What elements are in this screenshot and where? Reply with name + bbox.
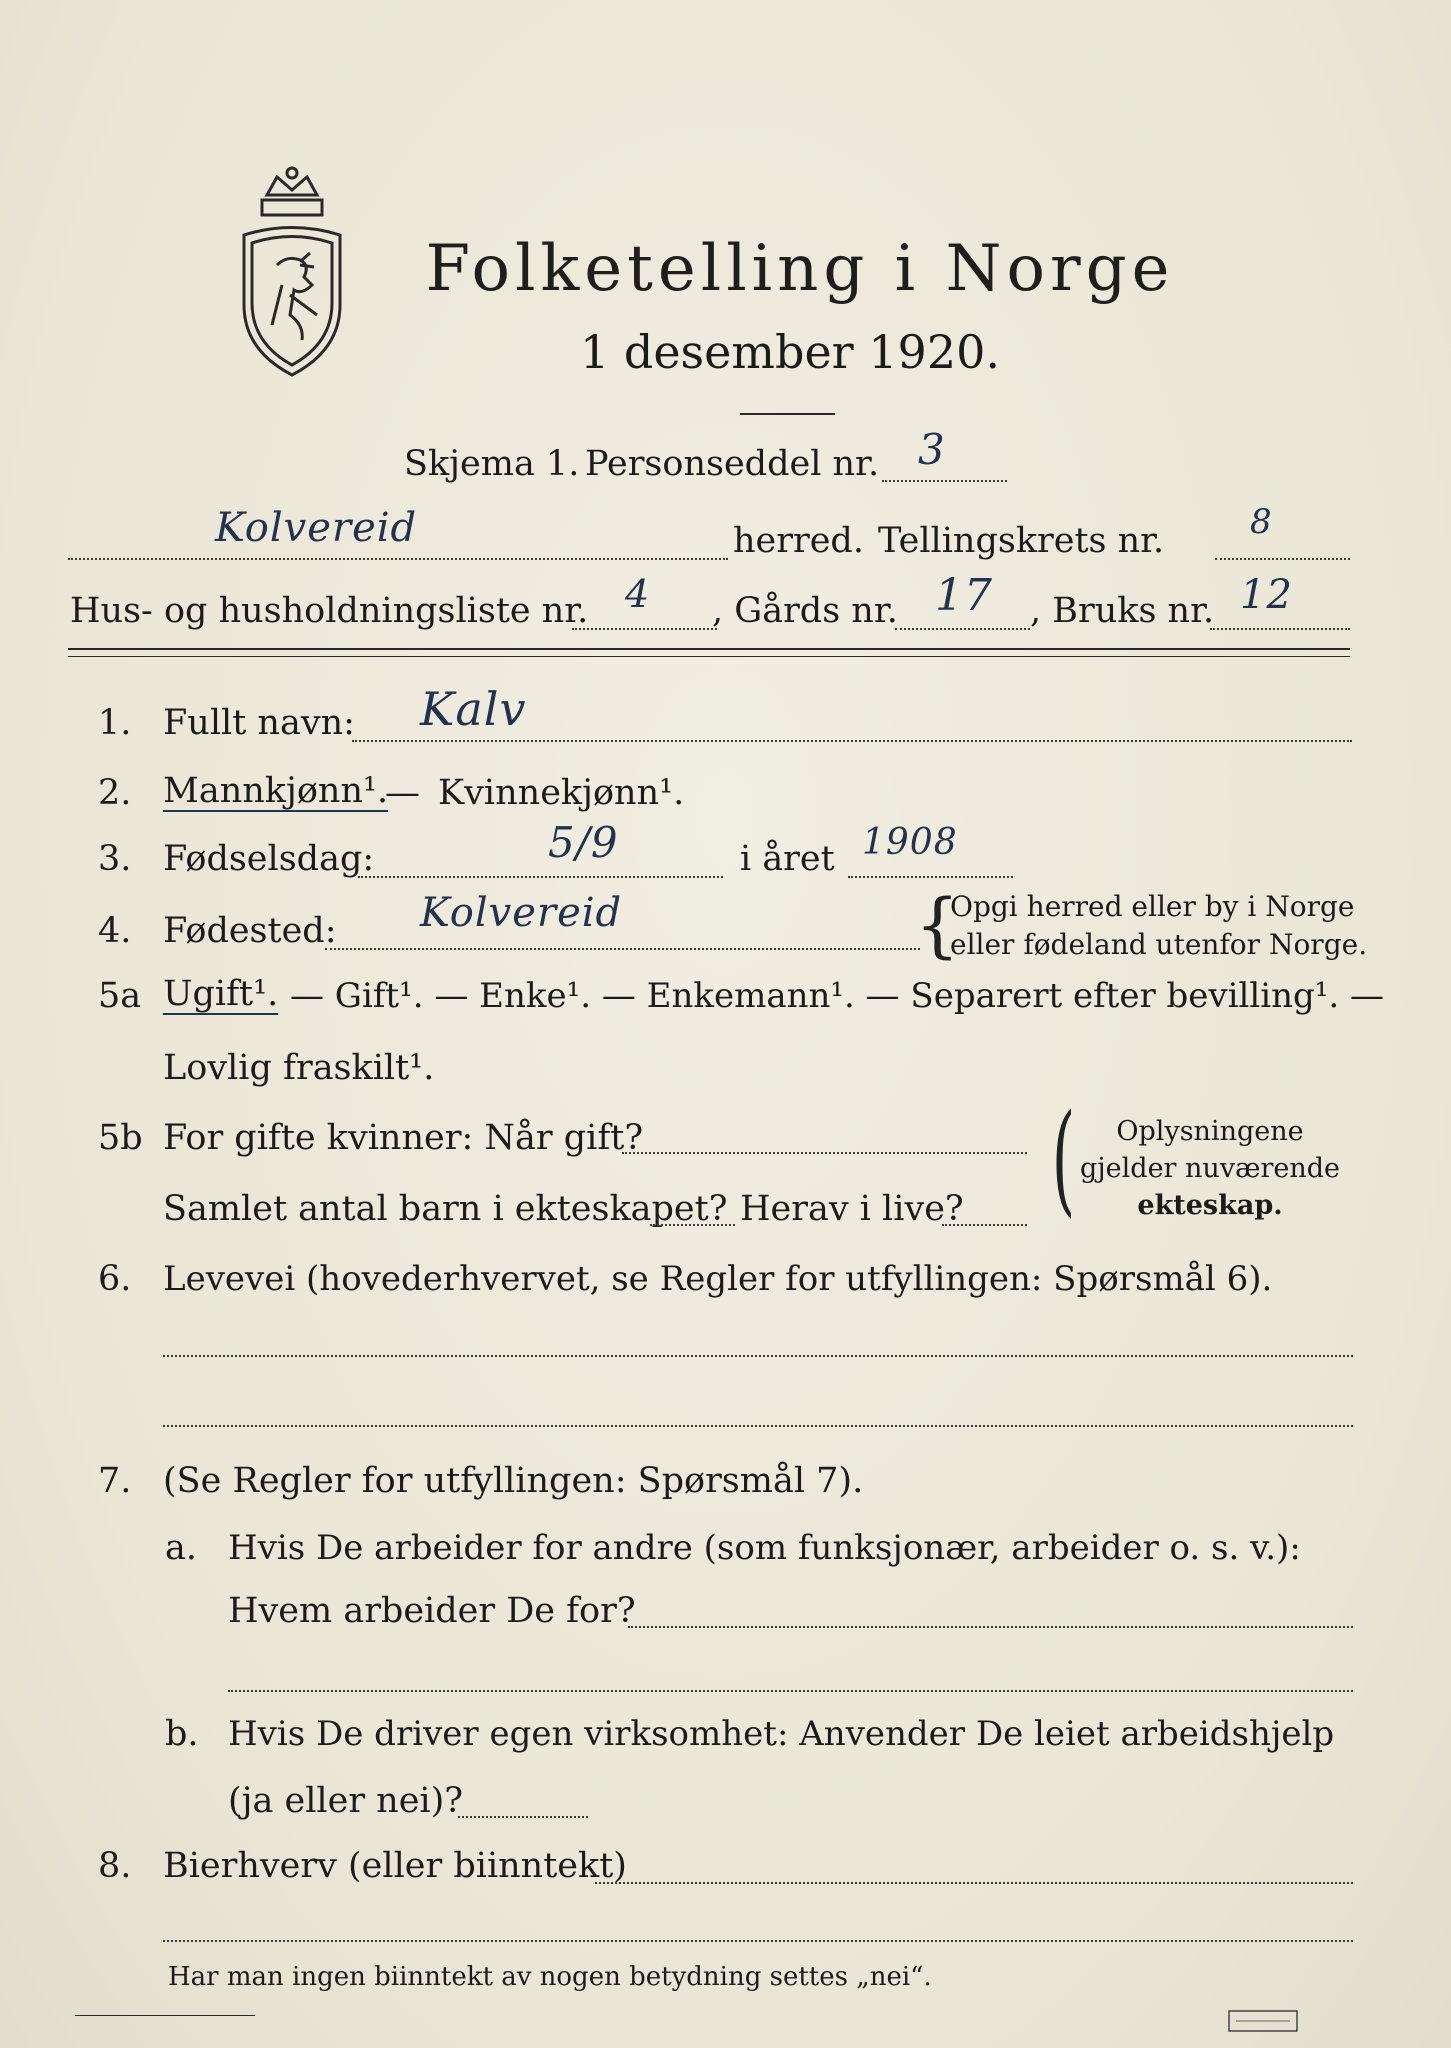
q1-number: 1. [98,703,132,743]
hus-line [572,628,717,630]
bruks-line [1210,628,1350,630]
q6-label: Levevei (hovederhvervet, se Regler for utfyllingen: Spørsmål 6). [163,1259,1273,1299]
q4-value[interactable]: Kolvereid [420,890,623,936]
herred-label: herred. [733,521,864,561]
q7b-number: b. [165,1714,199,1754]
section-rule-top-2 [68,656,1350,657]
form-title: Folketelling i Norge [425,232,1175,306]
q3-year-line [848,876,1013,878]
section-rule-top [68,648,1350,650]
q5a-number: 5a [98,976,142,1016]
tellingskrets-value[interactable]: 8 [1250,502,1273,542]
q8-number: 8. [98,1846,132,1886]
q5b-number: 5b [98,1118,143,1158]
q4-number: 4. [98,911,132,951]
q1-line [352,740,1352,742]
q7a-line-2 [228,1690,1353,1692]
q3-label: Fødselsdag: [163,839,375,879]
q5a-line2[interactable]: Lovlig fraskilt¹. [163,1048,435,1088]
q7b-label: Hvis De driver egen virksomhet: Anvender De leiet arbeidshjelp [228,1714,1335,1754]
q3-year-value[interactable]: 1908 [862,822,958,863]
q3-number: 3. [98,839,132,879]
q7a-label: Hvis De arbeider for andre (som funksjonær, arbeider o. s. v.): [228,1528,1301,1568]
q1-label: Fullt navn: [163,703,355,743]
tellingskrets-line [1215,558,1350,560]
q2-separator: — [385,773,420,813]
header-rule [740,413,835,415]
q6-line-2 [163,1425,1353,1427]
q2-female-option[interactable]: Kvinnekjønn¹. [438,773,685,813]
q5b-note-line2: gjelder nuværende [1080,1153,1340,1184]
q5b-label-children: Samlet antal barn i ekteskapet? [163,1189,728,1229]
q5a-ugift-option[interactable]: Ugift¹. [163,974,279,1014]
q7a-line-1 [628,1626,1353,1628]
herred-value[interactable]: Kolvereid [215,505,418,551]
tellingskrets-label: Tellingskrets nr. [878,521,1165,561]
q7a-number: a. [165,1528,197,1568]
q4-note-brace: { [915,884,960,966]
q5b-label-married: For gifte kvinner: Når gift? [163,1118,644,1158]
q8-label: Bierhverv (eller biinntekt) [163,1846,627,1886]
q4-line [325,948,920,950]
q5b-label-alive: Herav i live? [740,1189,964,1229]
herred-line [68,558,728,560]
q5b-alive-line [942,1224,1027,1226]
footnote-rule [75,2015,255,2016]
footnote: Har man ingen biinntekt av nogen betydning settes „nei“. [168,1962,932,1992]
q4-note-line1: Opgi herred eller by i Norge [950,890,1355,923]
q5b-married-line [622,1152,1027,1154]
q3-year-label: i året [740,839,835,879]
q7-label: (Se Regler for utfyllingen: Spørsmål 7). [163,1461,864,1501]
q7a-label-2: Hvem arbeider De for? [228,1591,636,1631]
gards-value[interactable]: 17 [935,570,993,621]
bruks-label: , Bruks nr. [1030,591,1215,631]
q1-value[interactable]: Kalv [420,682,527,736]
gards-label: , Gårds nr. [712,591,898,631]
q8-line-1 [595,1882,1353,1884]
q7b-label-2: (ja eller nei)? [228,1781,464,1821]
q3-value[interactable]: 5/9 [548,818,619,867]
q5b-note-brace: ( [1051,1090,1076,1229]
q5b-children-line [650,1224,735,1226]
q5b-note-line3: ekteskap. [1137,1190,1283,1221]
q4-note-line2: eller fødeland utenfor Norge. [950,928,1368,961]
q7b-line [458,1816,588,1818]
printer-mark-icon [1228,2010,1298,2032]
q3-line [358,876,723,878]
q6-line-1 [163,1355,1353,1357]
personseddel-value[interactable]: 3 [918,425,946,474]
q4-label: Fødested: [163,911,337,951]
q5b-note-line1: Oplysningene [1116,1116,1304,1147]
schema-label: Skjema 1. [404,444,580,484]
gards-line [895,628,1030,630]
q7-number: 7. [98,1461,132,1501]
bruks-value[interactable]: 12 [1240,572,1293,618]
q2-number: 2. [98,773,132,813]
q8-line-2 [163,1940,1353,1942]
personseddel-label: Personseddel nr. [585,444,880,484]
personseddel-line [882,480,1007,482]
hus-value[interactable]: 4 [625,572,651,616]
q2-male-option[interactable]: Mannkjønn¹. [163,771,389,811]
coat-of-arms-icon [232,165,352,385]
hus-label: Hus- og husholdningsliste nr. [70,591,589,631]
q6-number: 6. [98,1259,132,1299]
q5a-other-options[interactable]: — Gift¹. — Enke¹. — Enkemann¹. — Separert efter bevilling¹. — [290,976,1385,1016]
census-date: 1 desember 1920. [580,325,1000,379]
